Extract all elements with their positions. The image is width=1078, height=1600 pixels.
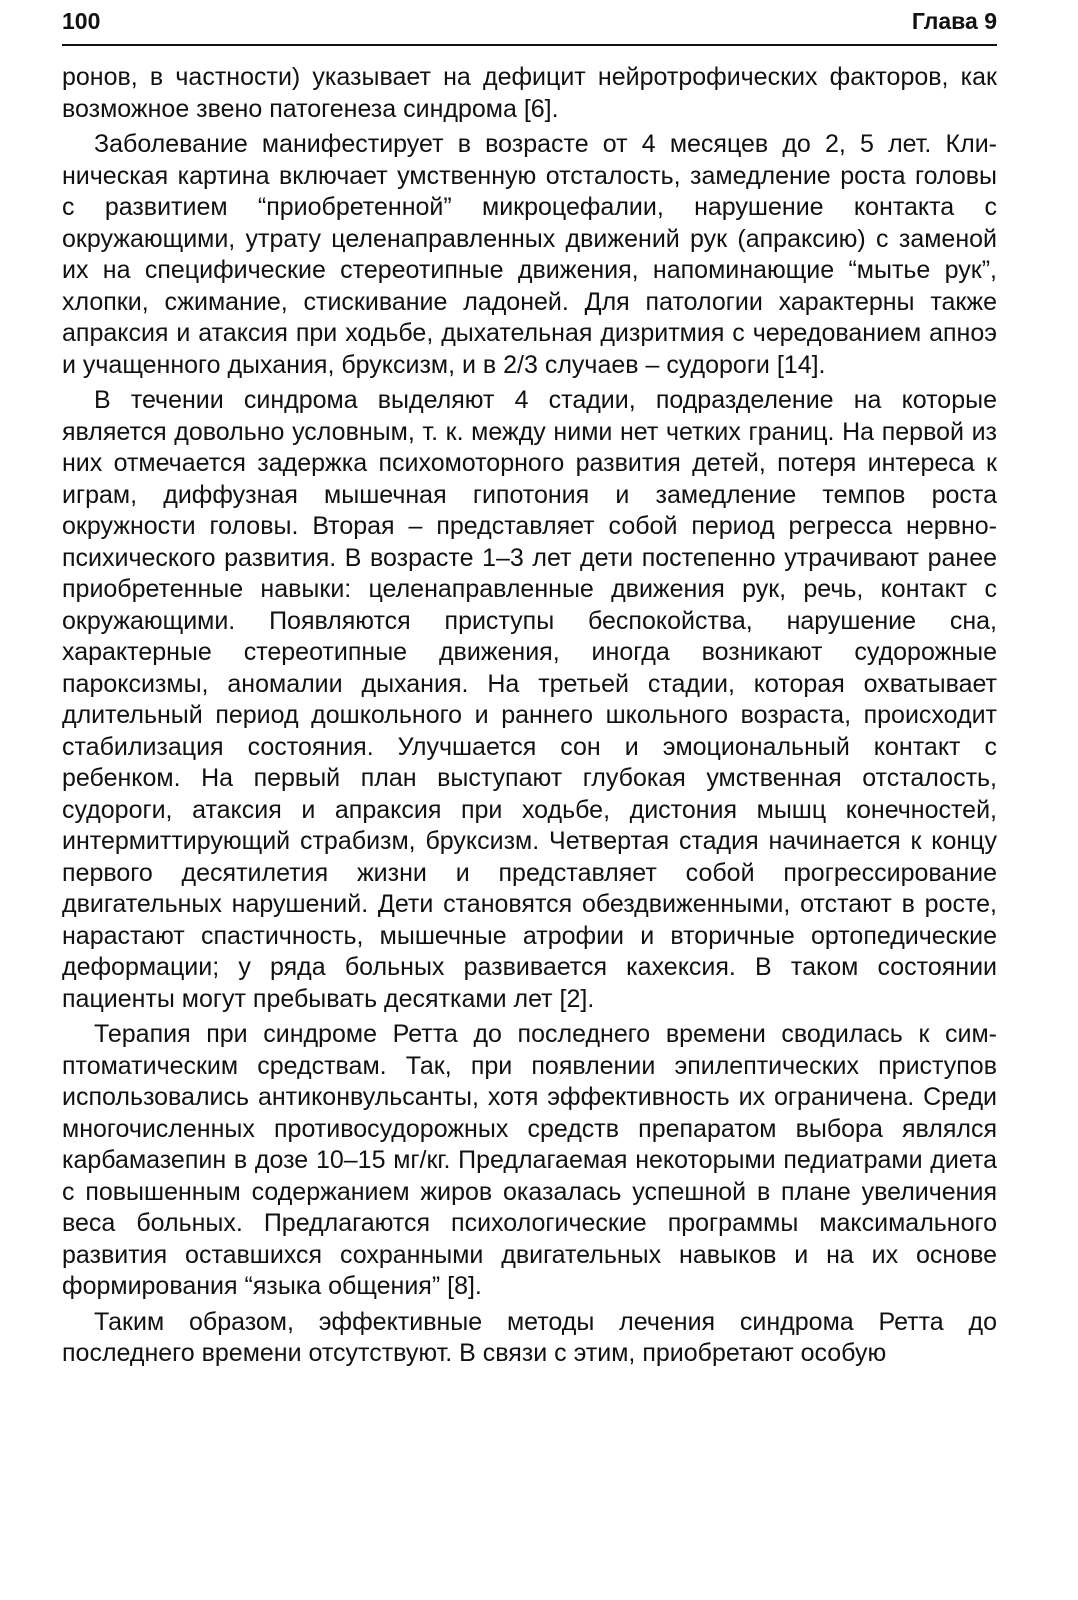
paragraph-therapy: Терапия при синдроме Ретта до последнего времени сводилась к симптоматическим средствам. Так, при появлении эпилептических приступов использовались антиконвульсанты, хотя эффективность их ограничена. Среди многочисленных противосудорожных средств препаратом выбора являлся карбамазепин в дозе 10–15 мг/кг. Предлагаемая некоторыми педиатрами диета с повышенным содержанием жиров оказалась успешной в плане увеличения веса больных. Предлагаются психологические программы максимального развития оставшихся сохранными двигательных навыков и на их основе формирования “языка общения” [8].: [62, 1020, 997, 1300]
paragraph-onset: Заболевание манифестирует в возрасте от 4 месяцев до 2, 5 лет. Клиническая картина включает умственную отсталость, замедление роста головы с развитием “приобретенной” микроцефалии, нарушение контакта с окружающими, утрату целенаправленных движений рук (апраксию) с заменой их на специфические стереотипные движения, напоминающие “мытье рук”, хлопки, сжимание, стискивание ладоней. Для патологии характерны также апраксия и атаксия при ходьбе, дыхательная дизритмия с чередованием апноэ и учащенного дыхания, бруксизм, и в 2/3 случаев – судороги [14].: [62, 130, 997, 379]
paragraph-stages: В течении синдрома выделяют 4 стадии, подразделение на которые является довольно условным, т. к. между ними нет четких границ. На первой из них отмечается задержка психомоторного развития детей, потеря интереса к играм, диффузная мышечная гипотония и замедление темпов роста окружности головы. Вторая – представляет собой период регресса нервно-психического развития. В возрасте 1–3 лет дети постепенно утрачивают ранее приобретенные навыки: целенаправленные движения рук, речь, контакт с окружающими. Появляются приступы беспокойства, нарушение сна, характерные стереотипные движения, иногда возникают судорожные пароксизмы, аномалии дыхания. На третьей стадии, которая охватывает длительный период дошкольного и раннего школьного возраста, происходит стабилизация состояния. Улучшается сон и эмоциональный контакт с ребенком. На первый план выступают глубокая умственная отсталость, судороги, атаксия и апраксия при ходьбе, дистония мышц конечностей, интермиттирующий страбизм, бруксизм. Четвертая стадия начинается к концу первого десятилетия жизни и представляет собой прогрессирование двигательных нарушений. Дети становятся обездвиженными, отстают в росте, нарастают спастичность, мышечные атрофии и вторичные ортопедические деформации; у ряда больных развивается кахексия. В таком состоянии пациенты могут пребывать десятками лет [2].: [62, 386, 997, 1013]
running-head: [62, 0, 997, 46]
page-number: 100: [62, 8, 101, 34]
book-page: [62, 0, 997, 1600]
paragraph-conclusion: Таким образом, эффективные методы лечения синдрома Ретта до последнего времени отсутствуют. В связи с этим, приобретают особую: [62, 1307, 997, 1367]
chapter-title: Глава 9: [911, 8, 997, 34]
paragraph-continuation: ронов, в частности) указывает на дефицит нейротрофических факторов, как возможное звено патогенеза синдрома [6].: [62, 63, 997, 123]
body-text: [62, 62, 997, 1374]
